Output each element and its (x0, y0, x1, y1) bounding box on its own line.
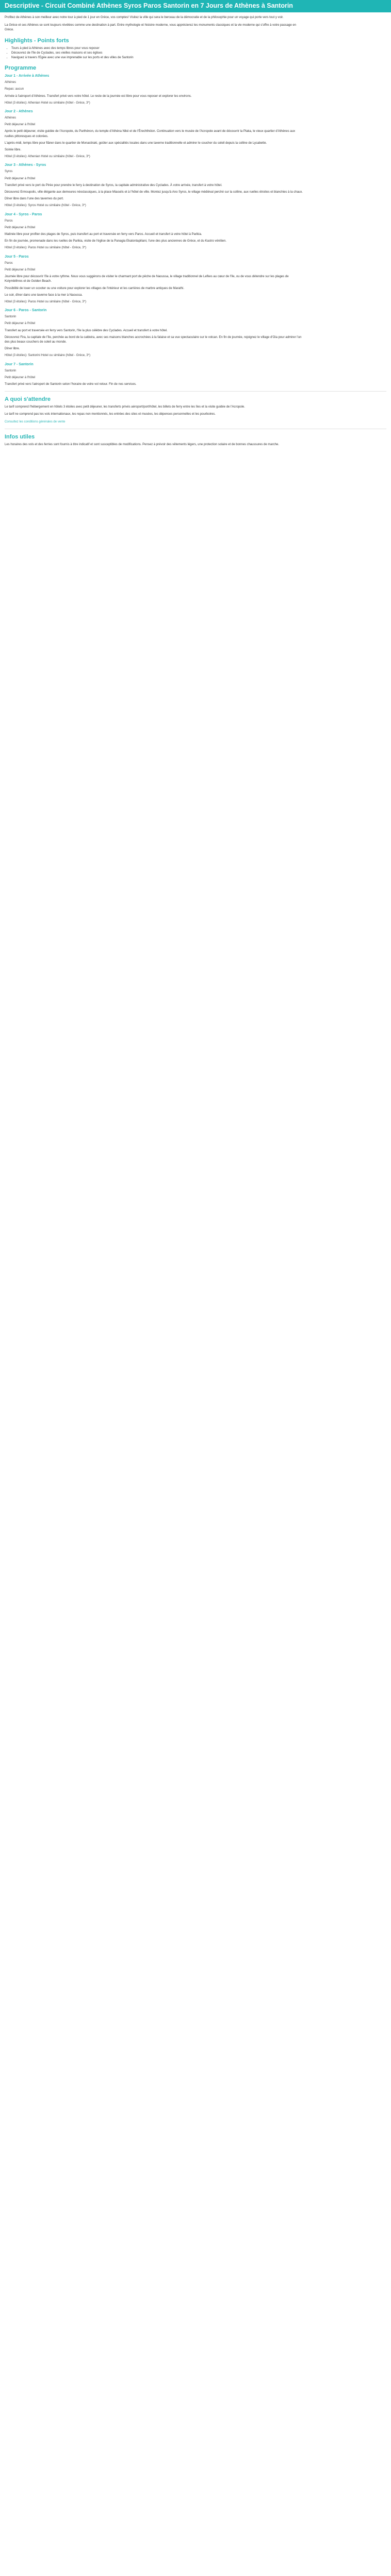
day-meals: Petit déjeuner à l'hôtel (5, 268, 36, 272)
intro-paragraph: La Grèce et ses Athènes se sont toujours révélées comme une destination à part. Entre mythologie et histoire moderne, vous apprécierez les monuments classiques et la vie moderne qui s'offre à votre passage en Grèce. (5, 24, 297, 32)
day-block (0, 362, 309, 387)
day-description (5, 129, 305, 152)
highlight-item: • Naviguez à travers l'Egée avec une vue imprenable sur les ports et des villes de Santorin (11, 56, 386, 60)
day-destination: Santorin (5, 369, 17, 372)
day-meals: Petit déjeuner à l'hôtel (5, 226, 36, 229)
info-heading: Infos utiles (5, 433, 35, 440)
program-heading: Programme (5, 65, 37, 72)
day-block (0, 255, 309, 304)
day-description (5, 183, 305, 202)
info-paragraph: Les horaires des vols et des ferries sont fournis à titre indicatif et sont susceptibles de modifications. Pensez à prévoir des vêtements légers, une protection solaire et de bonnes chaussures de marche. (5, 443, 279, 446)
day-title: Jour 6 - Paros - Santorin (5, 309, 47, 313)
divider (5, 391, 386, 392)
day-paragraph: Découvrez Ermoupolis, ville élégante aux demeures néoclassiques, à la place Miaoulis et à l'hôtel de ville. Montez jusqu'à Ano Syros, le village médiéval perché sur la colline, aux ruelles étroites et blanchies à la chaux. (5, 191, 303, 194)
day-description (5, 232, 305, 244)
day-block (0, 74, 309, 106)
day-hotel: Hôtel (3 étoiles): Athenian Hotel ou similaire (hôtel - Grèce, 3*) (5, 101, 90, 105)
day-block (0, 212, 309, 251)
day-destination: Paros (5, 261, 13, 265)
day-hotel: Hôtel (3 étoiles): Paros Hotel ou similaire (hôtel - Grèce, 3*) (5, 300, 87, 303)
day-destination: Athènes (5, 116, 17, 120)
intro (0, 12, 309, 33)
day-title: Jour 7 - Santorin (5, 362, 34, 366)
day-paragraph: Matinée libre pour profiter des plages de Syros, puis transfert au port et traversée en ferry vers Paros. Accueil et transfert à votre hôtel à Parikia. (5, 233, 202, 236)
day-hotel: Hôtel (3 étoiles): Santorini Hotel ou similaire (hôtel - Grèce, 3*) (5, 354, 91, 358)
day-description (5, 275, 305, 298)
day-paragraph: Transfert au port et traversée en ferry vers Santorin, l'île la plus célèbre des Cyclades. Accueil et transfert à votre hôtel. (5, 329, 168, 332)
intro-paragraph: Profitez de Athènes à son meilleur avec notre tour à pied de 1 jour en Grèce, vos comptes! Visitez la ville qui sera le berceau de la démocratie et de la philosophie pour un voyage qui porte vers tout y voir. (5, 16, 284, 19)
day-meals: Petit déjeuner à l'hôtel (5, 322, 36, 326)
includes-block (0, 405, 309, 425)
day-title: Jour 5 - Paros (5, 255, 29, 259)
day-block (0, 308, 309, 358)
day-paragraph: Possibilité de louer un scooter ou une voiture pour explorer les villages de l'intérieur et les carrières de marbre antiques de Marathi. (5, 286, 184, 290)
day-destination: Athènes (5, 81, 17, 84)
day-paragraph: Le soir, dîner dans une taverne face à la mer à Naoussa. (5, 293, 83, 297)
day-title: Jour 4 - Syros - Paros (5, 212, 42, 216)
highlight-item: • Tours à pied à Athènes avec des temps libres pour vous reposer (11, 46, 386, 51)
day-hotel: Hôtel (3 étoiles): Athenian Hotel ou similaire (hôtel - Grèce, 3*) (5, 155, 90, 159)
day-paragraph: Arrivée à l'aéroport d'Athènes. Transfert privé vers votre hôtel. Le reste de la journée est libre pour vous reposer et explorer les environs. (5, 94, 192, 98)
day-paragraph: Dîner libre dans l'une des tavernes du port. (5, 197, 64, 201)
day-meals: Petit déjeuner à l'hôtel (5, 376, 36, 379)
day-description (5, 382, 305, 387)
day-paragraph: Découvrez Fira, la capitale de l'île, perchée au bord de la caldeira, avec ses maisons blanches accrochées à la falaise et sa vue spectaculaire sur le volcan. En fin de journée, rejoignez le village d'Oia pour admirer l'un des plus beaux couchers de soleil au monde. (5, 335, 302, 344)
day-title: Jour 3 - Athènes - Syros (5, 163, 46, 167)
day-destination: Paros (5, 219, 13, 223)
includes-heading: A quoi s'attendre (5, 396, 51, 403)
day-meals: Repas: aucun (5, 88, 24, 91)
days-list (0, 74, 391, 387)
includes-paragraph: Le tarif comprend l'hébergement en hôtels 3 étoiles avec petit déjeuner, les transferts privés aéroport/port/hôtel, les billets de ferry entre les îles et la visite guidée de l'Acropole. (5, 405, 245, 409)
day-hotel: Hôtel (3 étoiles): Syros Hotel ou similaire (hôtel - Grèce, 3*) (5, 204, 86, 208)
terms-link[interactable]: Consultez les conditions générales de vente (5, 420, 66, 423)
day-block (0, 163, 309, 208)
highlights-heading: Highlights - Points forts (5, 37, 69, 44)
day-title: Jour 1 - Arrivée à Athènes (5, 74, 50, 78)
day-block (0, 109, 309, 159)
day-paragraph: Journée libre pour découvrir l'île à votre rythme. Nous vous suggérons de visiter le charmant port de pêche de Naoussa, le village traditionnel de Lefkes au cœur de l'île, ou de vous détendre sur les plages de Kolymbithres et de Golden Beach. (5, 275, 289, 283)
day-paragraph: L'après-midi, temps libre pour flâner dans le quartier de Monastiraki, goûter aux spécialités locales dans une taverne traditionnelle et admirer le coucher du soleil depuis la colline de Lycabette. (5, 141, 267, 145)
day-paragraph: En fin de journée, promenade dans les ruelles de Parikia, visite de l'église de la Panagia Ekatontapiliani, l'une des plus anciennes de Grèce, et du Kastro vénitien. (5, 240, 226, 243)
day-hotel: Hôtel (3 étoiles): Paros Hotel ou similaire (hôtel - Grèce, 3*) (5, 246, 87, 250)
day-meals: Petit déjeuner à l'hôtel (5, 177, 36, 180)
day-paragraph: Soirée libre. (5, 148, 22, 152)
day-description (5, 94, 305, 99)
day-paragraph: Transfert privé vers l'aéroport de Santorin selon l'horaire de votre vol retour. Fin de nos services. (5, 382, 137, 386)
day-destination: Syros (5, 170, 13, 174)
highlight-item: • Découvrez de l'île de Cyclades, ses vieilles maisons et ses églises (11, 51, 386, 56)
day-paragraph: Transfert privé vers le port du Pirée pour prendre le ferry à destination de Syros, la capitale administrative des Cyclades. À votre arrivée, transfert à votre hôtel. (5, 183, 222, 187)
day-meals: Petit déjeuner à l'hôtel (5, 123, 36, 127)
includes-paragraph: Le tarif ne comprend pas les vols internationaux, les repas non mentionnés, les entrées des sites et musées, les dépenses personnelles et les pourboires. (5, 413, 216, 416)
info-block (0, 443, 309, 447)
highlights-list (0, 46, 391, 61)
day-title: Jour 2 - Athènes (5, 110, 33, 114)
day-description (5, 329, 305, 352)
day-destination: Santorin (5, 315, 17, 319)
day-paragraph: Après le petit déjeuner, visite guidée de l'Acropole, du Parthénon, du temple d'Athéna Niké et de l'Érechthéion. Continuation vers le musée de l'Acropole avant de découvrir la Plaka, le vieux quartier d'Athènes aux ruelles pittoresques et colorées. (5, 130, 296, 138)
page-title: Descriptive - Circuit Combiné Athènes Syros Paros Santorin en 7 Jours de Athènes à Santorin (0, 0, 391, 12)
day-paragraph: Dîner libre. (5, 347, 20, 351)
